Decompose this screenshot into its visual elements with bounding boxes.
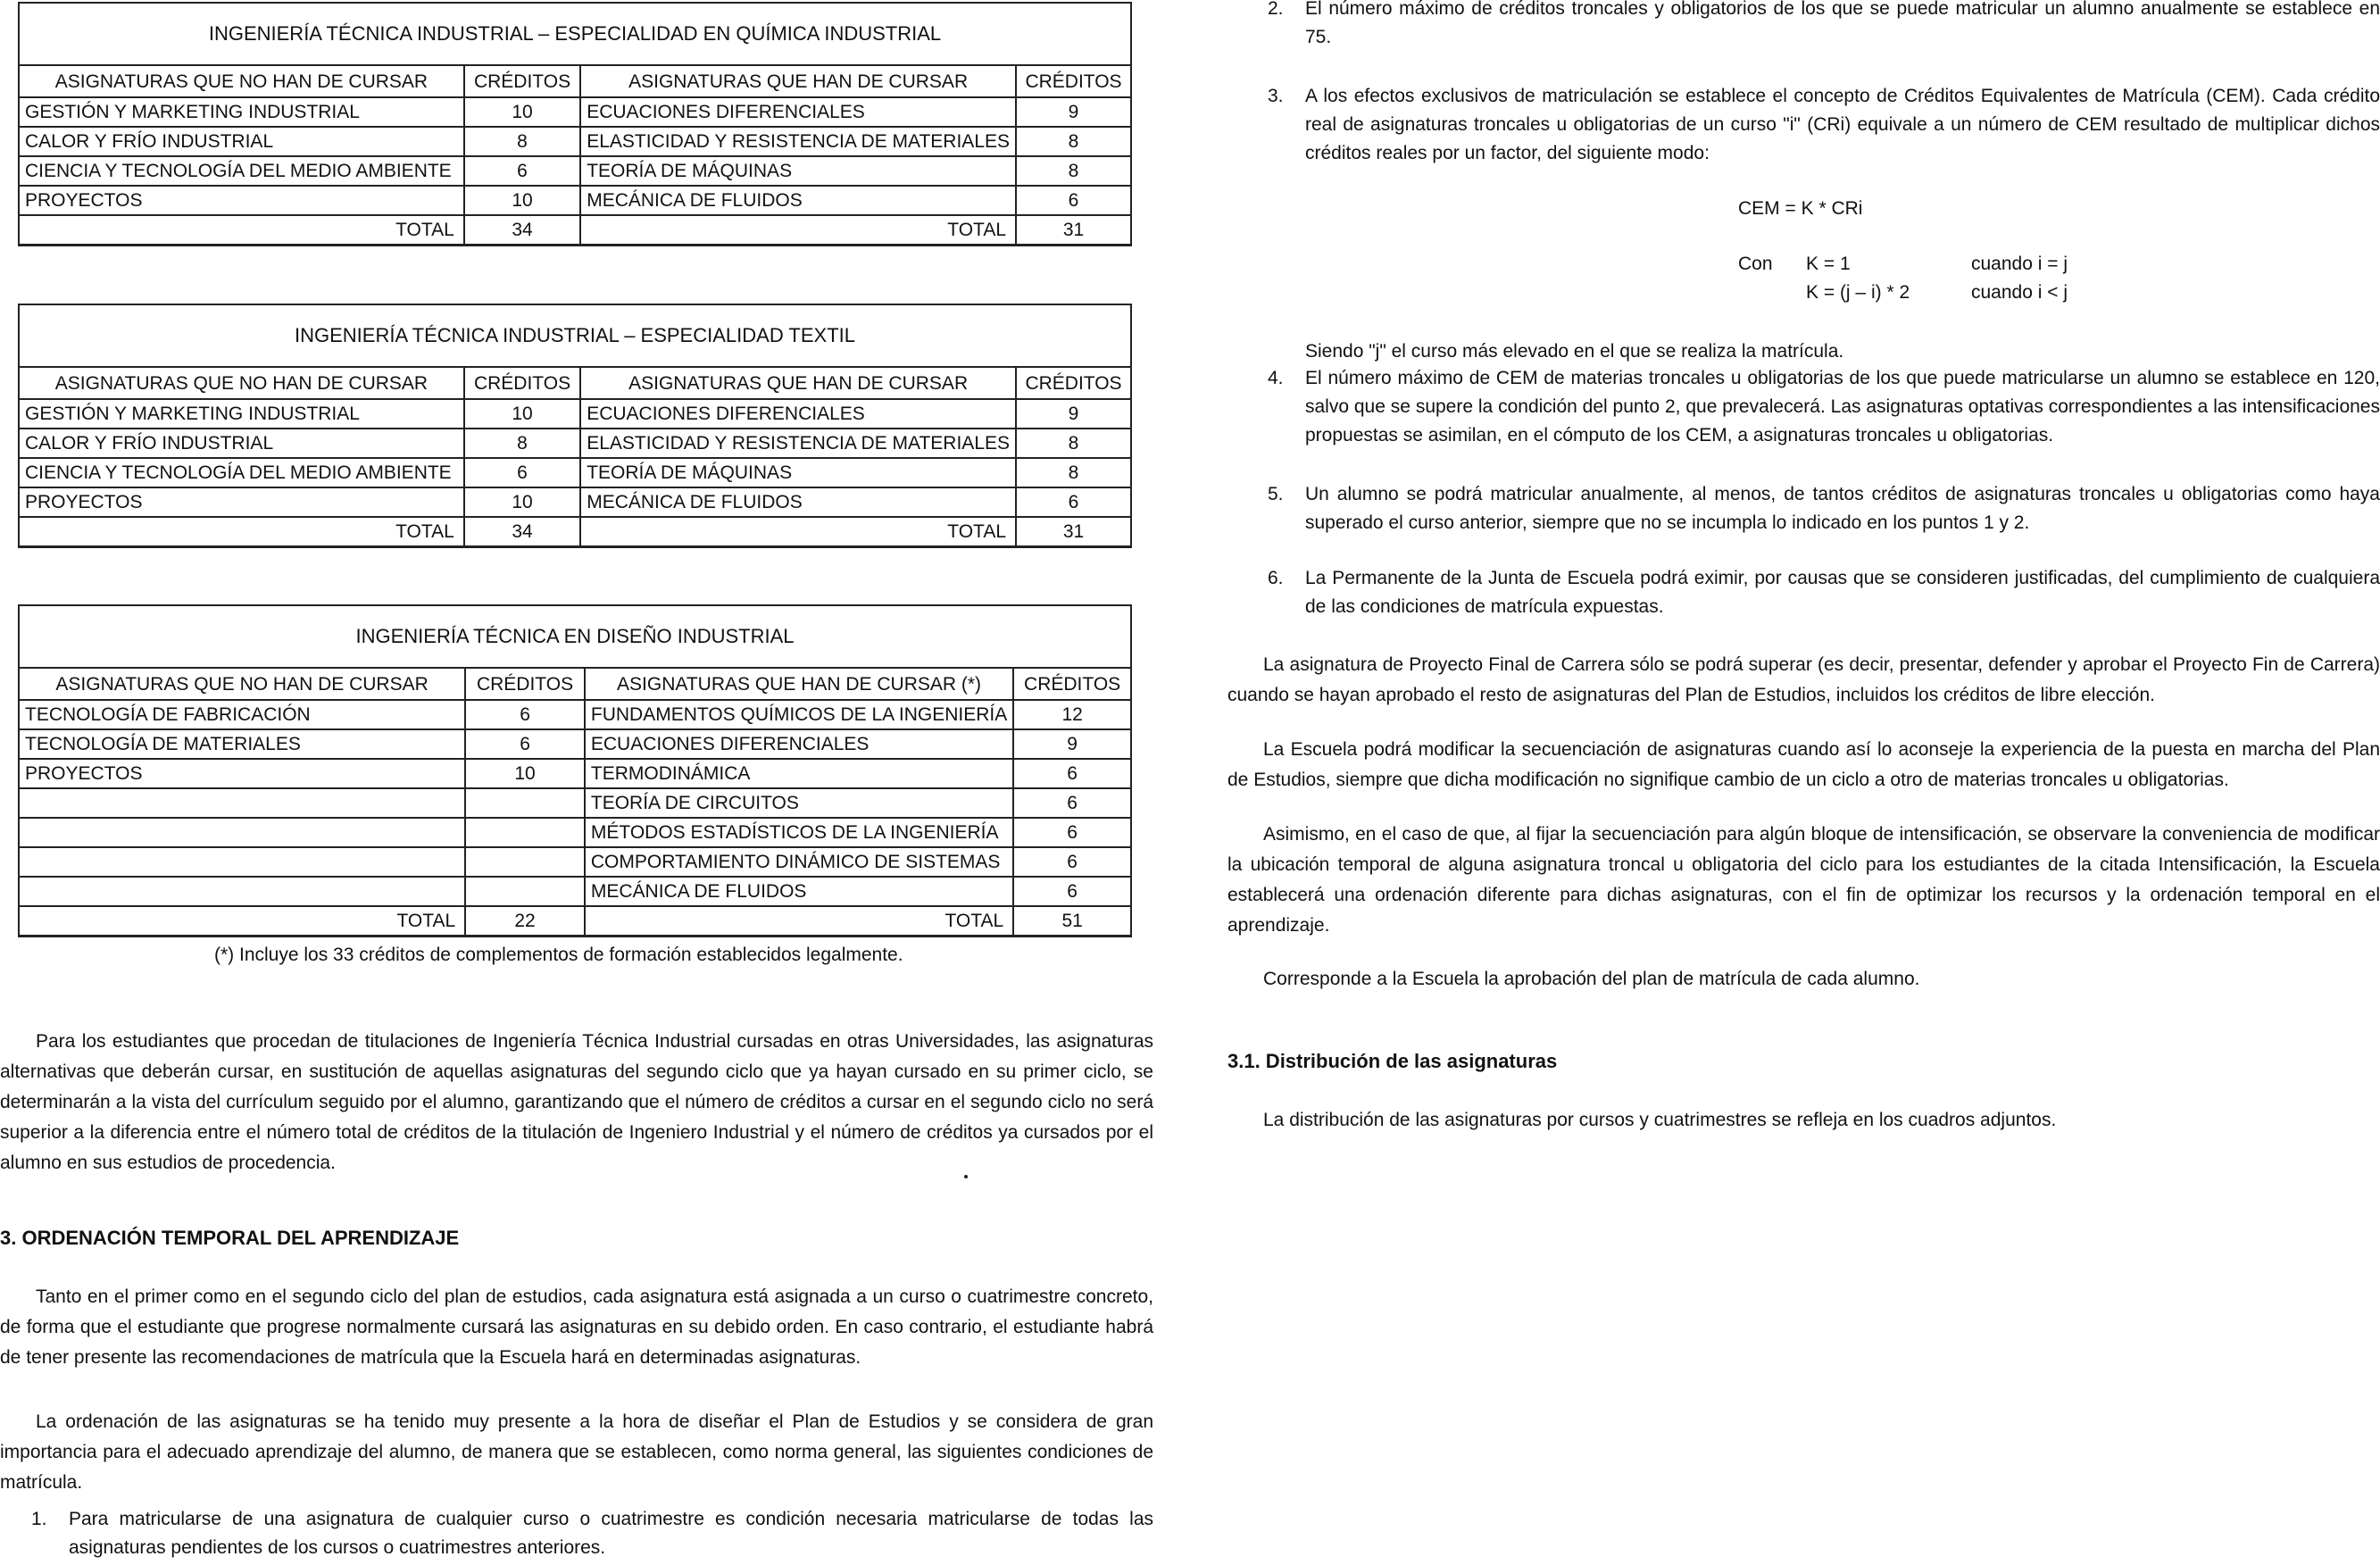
- table-header: ASIGNATURAS QUE NO HAN DE CURSAR: [19, 668, 465, 700]
- table-cell: 10: [464, 399, 580, 429]
- table-cell: 9: [1016, 399, 1131, 429]
- list-text: Para matricularse de una asignatura de cualquier curso o cuatrimestre es condición necesaria matricularse de todas las asignaturas pendientes de los cursos o cuatrimestres anteriores.: [69, 1509, 1153, 1558]
- table-cell: MÉTODOS ESTADÍSTICOS DE LA INGENIERÍA: [585, 818, 1013, 847]
- table-cell: CALOR Y FRÍO INDUSTRIAL: [19, 127, 464, 156]
- table-cell: PROYECTOS: [19, 759, 465, 788]
- formula-k1-condition: cuando i = j: [1971, 254, 2068, 274]
- table-cell: 8: [464, 127, 580, 156]
- table-cell: [19, 788, 465, 818]
- table-cell: 8: [1016, 458, 1131, 487]
- table-row: [19, 127, 1131, 156]
- formula-k1: K = 1: [1806, 254, 1851, 274]
- table-row: [19, 156, 1131, 186]
- table-row: [19, 877, 1131, 906]
- list-item: [1268, 82, 2380, 168]
- credits-table-textil: [18, 304, 1132, 548]
- list-item: [1268, 564, 2380, 621]
- list-number: 6.: [1268, 568, 1284, 588]
- list-number: 3.: [1268, 86, 1284, 106]
- table-cell: 6: [1016, 487, 1131, 517]
- section-heading: 3.1. Distribución de las asignaturas: [1227, 1050, 1558, 1072]
- table-cell: 10: [465, 759, 585, 788]
- table-cell: 8: [1016, 429, 1131, 458]
- total-value: 31: [1016, 517, 1131, 547]
- table-cell: CIENCIA Y TECNOLOGÍA DEL MEDIO AMBIENTE: [19, 458, 464, 487]
- table-cell: TEORÍA DE MÁQUINAS: [580, 458, 1016, 487]
- credits-table-quimica: [18, 2, 1132, 246]
- table-cell: TEORÍA DE CIRCUITOS: [585, 788, 1013, 818]
- list-text: Un alumno se podrá matricular anualmente, al menos, de tantos créditos de asignaturas troncales u obligatorias como haya superado el curso anterior, siempre que no se incumpla lo indicado en los puntos 1 y 2.: [1305, 484, 2380, 533]
- list-item: [1268, 364, 2380, 450]
- table-cell: PROYECTOS: [19, 487, 464, 517]
- table-cell: 8: [1016, 127, 1131, 156]
- list-text: El número máximo de CEM de materias troncales u obligatorias de los que puede matricularse un alumno se establece en 120, salvo que se supere la condición del punto 2, que prevalecerá. Las asignaturas optativas correspondientes a las intensificaciones propuestas se asimilan, en el cómputo de los CEM, a asignaturas troncales u obligatorias.: [1305, 368, 2380, 445]
- total-label: TOTAL: [580, 517, 1016, 547]
- table-header: CRÉDITOS: [464, 367, 580, 399]
- table-header: ASIGNATURAS QUE NO HAN DE CURSAR: [19, 65, 464, 97]
- table-cell: MECÁNICA DE FLUIDOS: [580, 487, 1016, 517]
- table-header: ASIGNATURAS QUE HAN DE CURSAR: [580, 65, 1016, 97]
- paragraph: Asimismo, en el caso de que, al fijar la secuenciación para algún bloque de intensificación, se observare la conveniencia de modificar la ubicación temporal de alguna asignatura troncal u obligatoria del ciclo para los estudiantes de la citada Intensificación, la Escuela establecerá una ordenación diferente para dichas asignaturas, con el fin de optimizar los recursos y la ordenación temporal en el aprendizaje.: [1227, 824, 2380, 936]
- table-total-row: [19, 517, 1131, 547]
- table-cell: 10: [464, 186, 580, 215]
- paragraph: La asignatura de Proyecto Final de Carrera sólo se podrá superar (es decir, presentar, defender y aprobar el Proyecto Fin de Carrera) cuando se hayan aprobado el resto de asignaturas del Plan de Estudios, incluidos los créditos de libre elección.: [1227, 654, 2380, 705]
- table-footnote: (*) Incluye los 33 créditos de complementos de formación establecidos legalmente.: [214, 945, 903, 965]
- total-value: 22: [465, 906, 585, 937]
- table-cell: 9: [1016, 97, 1131, 127]
- stray-dot: [964, 1175, 968, 1178]
- table-cell: MECÁNICA DE FLUIDOS: [585, 877, 1013, 906]
- table-header: ASIGNATURAS QUE NO HAN DE CURSAR: [19, 367, 464, 399]
- total-value: 51: [1013, 906, 1131, 937]
- table-cell: [465, 877, 585, 906]
- table-cell: COMPORTAMIENTO DINÁMICO DE SISTEMAS: [585, 847, 1013, 877]
- list-number: 4.: [1268, 368, 1284, 388]
- paragraph: La Escuela podrá modificar la secuenciación de asignaturas cuando así lo aconseje la experiencia de la puesta en marcha del Plan de Estudios, siempre que dicha modificación no signifique cambio de un ciclo a otro de materias troncales u obligatorias.: [1227, 739, 2380, 790]
- table-cell: ECUACIONES DIFERENCIALES: [580, 97, 1016, 127]
- table-title: INGENIERÍA TÉCNICA INDUSTRIAL – ESPECIALIDAD EN QUÍMICA INDUSTRIAL: [19, 3, 1131, 65]
- paragraph: Para los estudiantes que procedan de titulaciones de Ingeniería Técnica Industrial cursadas en otras Universidades, las asignaturas alternativas que deberán cursar, en sustitución de aquellas asignaturas del segundo ciclo que ya hayan cursado en su primer ciclo, se determinarán a la vista del currículum seguido por el alumno, garantizando que el número de créditos a cursar en el segundo ciclo no será superior a la diferencia entre el número total de créditos de la titulación de Ingeniero Industrial y el número de créditos ya cursados por el alumno en sus estudios de procedencia.: [0, 1031, 1153, 1173]
- table-cell: [19, 818, 465, 847]
- table-row: [19, 788, 1131, 818]
- formula-k2: K = (j – i) * 2: [1806, 282, 1910, 303]
- table-cell: 6: [465, 729, 585, 759]
- table-cell: 12: [1013, 700, 1131, 729]
- table-cell: [465, 788, 585, 818]
- table-cell: [19, 877, 465, 906]
- table-title: INGENIERÍA TÉCNICA INDUSTRIAL – ESPECIALIDAD TEXTIL: [19, 304, 1131, 367]
- table-cell: PROYECTOS: [19, 186, 464, 215]
- table-cell: ELASTICIDAD Y RESISTENCIA DE MATERIALES: [580, 429, 1016, 458]
- total-value: 31: [1016, 215, 1131, 246]
- table-row: [19, 429, 1131, 458]
- total-value: 34: [464, 215, 580, 246]
- table-cell: [19, 847, 465, 877]
- table-header: ASIGNATURAS QUE HAN DE CURSAR: [580, 367, 1016, 399]
- table-total-row: [19, 906, 1131, 937]
- table-cell: 8: [464, 429, 580, 458]
- list-text: A los efectos exclusivos de matriculación se establece el concepto de Créditos Equivalentes de Matrícula (CEM). Cada crédito real de asignaturas troncales u obligatorias de un curso "i" (CRi) equivale a un número de CEM resultado de multiplicar dichos créditos reales por un factor, del siguiente modo:: [1305, 86, 2380, 163]
- table-cell: CALOR Y FRÍO INDUSTRIAL: [19, 429, 464, 458]
- table-cell: 6: [1013, 759, 1131, 788]
- table-cell: 6: [1016, 186, 1131, 215]
- table-cell: ECUACIONES DIFERENCIALES: [585, 729, 1013, 759]
- formula-note: Siendo "j" el curso más elevado en el que se realiza la matrícula.: [1305, 341, 1844, 362]
- table-row: [19, 186, 1131, 215]
- table-cell: FUNDAMENTOS QUÍMICOS DE LA INGENIERÍA: [585, 700, 1013, 729]
- table-header: ASIGNATURAS QUE HAN DE CURSAR (*): [585, 668, 1013, 700]
- table-total-row: [19, 215, 1131, 246]
- total-label: TOTAL: [19, 517, 464, 547]
- table-cell: CIENCIA Y TECNOLOGÍA DEL MEDIO AMBIENTE: [19, 156, 464, 186]
- table-row: [19, 759, 1131, 788]
- table-cell: 10: [464, 97, 580, 127]
- list-number: 5.: [1268, 484, 1284, 504]
- table-cell: GESTIÓN Y MARKETING INDUSTRIAL: [19, 97, 464, 127]
- list-item: [1268, 480, 2380, 537]
- list-text: La Permanente de la Junta de Escuela podrá eximir, por causas que se consideren justificadas, del cumplimiento de cualquiera de las condiciones de matrícula expuestas.: [1305, 568, 2380, 617]
- total-label: TOTAL: [19, 215, 464, 246]
- table-cell: ELASTICIDAD Y RESISTENCIA DE MATERIALES: [580, 127, 1016, 156]
- list-item: [1268, 0, 2380, 52]
- table-cell: MECÁNICA DE FLUIDOS: [580, 186, 1016, 215]
- table-cell: 6: [464, 156, 580, 186]
- total-label: TOTAL: [19, 906, 465, 937]
- paragraph: La distribución de las asignaturas por cursos y cuatrimestres se refleja en los cuadros adjuntos.: [1263, 1110, 2057, 1130]
- table-row: [19, 97, 1131, 127]
- total-value: 34: [464, 517, 580, 547]
- table-cell: TECNOLOGÍA DE FABRICACIÓN: [19, 700, 465, 729]
- table-cell: 6: [1013, 877, 1131, 906]
- paragraph: Corresponde a la Escuela la aprobación del plan de matrícula de cada alumno.: [1263, 969, 1920, 989]
- list-text: El número máximo de créditos troncales y obligatorios de los que se puede matricular un alumno anualmente se establece en 75.: [1305, 0, 2380, 47]
- table-cell: 6: [464, 458, 580, 487]
- paragraph: La ordenación de las asignaturas se ha tenido muy presente a la hora de diseñar el Plan de Estudios y se considera de gran importancia para el adecuado aprendizaje del alumno, de manera que se establecen, como norma general, las siguientes condiciones de matrícula.: [0, 1411, 1153, 1493]
- table-row: [19, 399, 1131, 429]
- table-cell: 6: [1013, 818, 1131, 847]
- table-cell: 6: [465, 700, 585, 729]
- table-header: CRÉDITOS: [1016, 367, 1131, 399]
- table-row: [19, 700, 1131, 729]
- formula-con: Con: [1738, 254, 1773, 274]
- table-cell: 6: [1013, 788, 1131, 818]
- total-label: TOTAL: [585, 906, 1013, 937]
- table-cell: ECUACIONES DIFERENCIALES: [580, 399, 1016, 429]
- list-item: [31, 1505, 1153, 1562]
- table-row: [19, 458, 1131, 487]
- table-header: CRÉDITOS: [464, 65, 580, 97]
- table-row: [19, 818, 1131, 847]
- table-cell: TECNOLOGÍA DE MATERIALES: [19, 729, 465, 759]
- table-row: [19, 729, 1131, 759]
- total-label: TOTAL: [580, 215, 1016, 246]
- table-row: [19, 487, 1131, 517]
- table-cell: TERMODINÁMICA: [585, 759, 1013, 788]
- formula-k2-condition: cuando i < j: [1971, 282, 2068, 303]
- table-cell: 6: [1013, 847, 1131, 877]
- table-title: INGENIERÍA TÉCNICA EN DISEÑO INDUSTRIAL: [19, 605, 1131, 668]
- table-header: CRÉDITOS: [465, 668, 585, 700]
- list-number: 1.: [31, 1509, 47, 1529]
- list-number: 2.: [1268, 0, 1284, 19]
- table-row: [19, 847, 1131, 877]
- table-cell: GESTIÓN Y MARKETING INDUSTRIAL: [19, 399, 464, 429]
- table-cell: 10: [464, 487, 580, 517]
- paragraph: Tanto en el primer como en el segundo ciclo del plan de estudios, cada asignatura está asignada a un curso o cuatrimestre concreto, de forma que el estudiante que progrese normalmente cursará las asignaturas en su debido orden. En caso contrario, el estudiante habrá de tener presente las recomendaciones de matrícula que la Escuela hará en determinadas asignaturas.: [0, 1286, 1153, 1368]
- table-cell: 8: [1016, 156, 1131, 186]
- table-header: CRÉDITOS: [1013, 668, 1131, 700]
- section-heading: 3. ORDENACIÓN TEMPORAL DEL APRENDIZAJE: [0, 1227, 460, 1249]
- table-cell: TEORÍA DE MÁQUINAS: [580, 156, 1016, 186]
- credits-table-diseno: [18, 604, 1132, 937]
- table-cell: 9: [1013, 729, 1131, 759]
- formula-main: CEM = K * CRi: [1738, 198, 1863, 219]
- table-header: CRÉDITOS: [1016, 65, 1131, 97]
- table-cell: [465, 818, 585, 847]
- table-cell: [465, 847, 585, 877]
